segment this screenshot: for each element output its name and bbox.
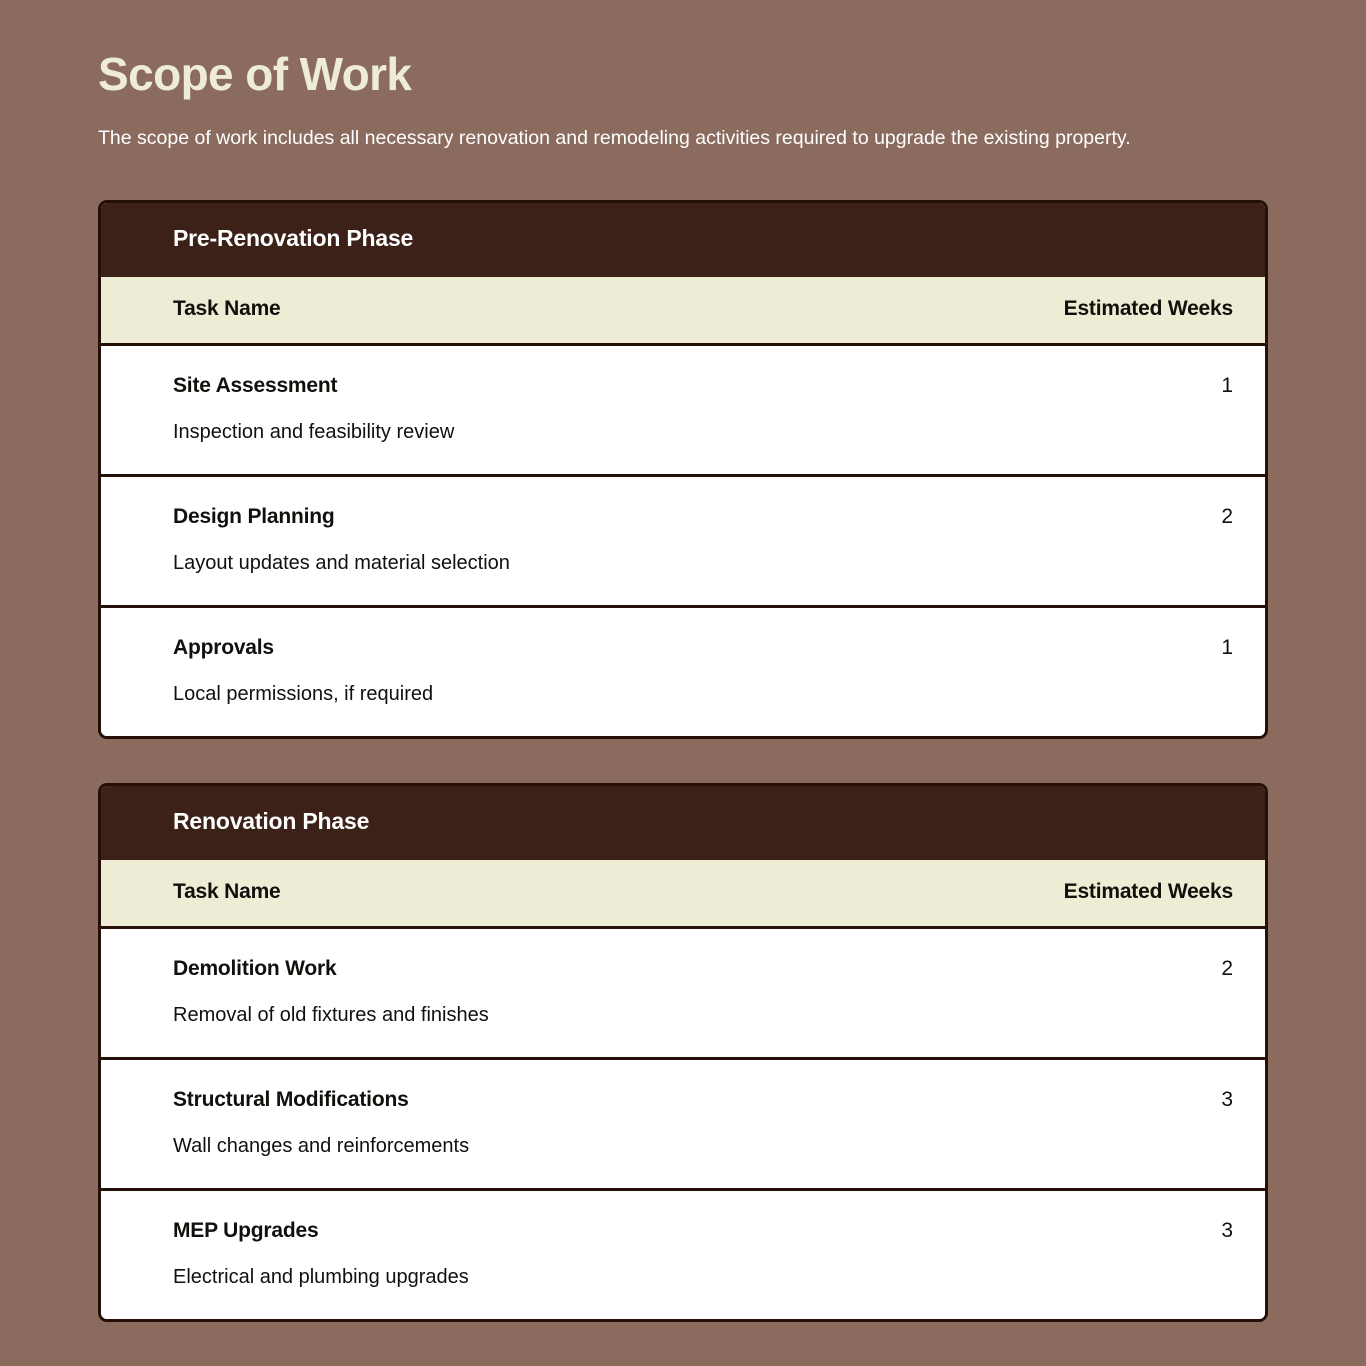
task-description: Layout updates and material selection bbox=[173, 552, 510, 575]
phase-card-header bbox=[101, 786, 1265, 860]
table-row bbox=[101, 607, 1265, 737]
table-row bbox=[101, 475, 1265, 606]
task-description: Removal of old fixtures and finishes bbox=[173, 1004, 489, 1026]
task-description: Local permissions, if required bbox=[173, 683, 434, 706]
task-cell bbox=[101, 1190, 933, 1320]
column-header-task-name: Task Name bbox=[101, 277, 933, 345]
table-row bbox=[101, 1059, 1265, 1190]
task-description: Electrical and plumbing upgrades bbox=[173, 1266, 469, 1289]
task-name: Site Assessment bbox=[173, 373, 338, 397]
table-row bbox=[101, 344, 1265, 475]
column-header-task-name: Task Name bbox=[101, 860, 933, 928]
task-cell bbox=[101, 607, 933, 737]
task-name: Approvals bbox=[173, 636, 274, 660]
estimated-weeks-value: 2 bbox=[1221, 504, 1233, 528]
phase-task-table bbox=[101, 860, 1265, 1320]
page-title: Scope of Work bbox=[98, 48, 412, 100]
phase-card-pre-renovation bbox=[98, 200, 1268, 739]
phase-title: Renovation Phase bbox=[173, 808, 370, 835]
task-name: MEP Upgrades bbox=[173, 1219, 319, 1243]
phase-card-header bbox=[101, 203, 1265, 277]
bottom-spacer bbox=[98, 1322, 1268, 1336]
table-header bbox=[101, 860, 1265, 928]
task-name: Structural Modifications bbox=[173, 1088, 409, 1111]
task-name: Demolition Work bbox=[173, 956, 337, 980]
estimated-weeks-value: 3 bbox=[1221, 1219, 1233, 1243]
page-subtitle: The scope of work includes all necessary renovation and remodeling activities required to upgrade the existing property. bbox=[98, 127, 1131, 150]
task-description: Wall changes and reinforcements bbox=[173, 1135, 470, 1158]
phase-task-table bbox=[101, 277, 1265, 737]
weeks-cell bbox=[933, 927, 1265, 1058]
table-row bbox=[101, 1190, 1265, 1320]
table-header-row bbox=[101, 860, 1265, 928]
table-header bbox=[101, 277, 1265, 345]
task-cell bbox=[101, 1059, 933, 1190]
weeks-cell bbox=[933, 475, 1265, 606]
weeks-cell bbox=[933, 344, 1265, 475]
estimated-weeks-value: 1 bbox=[1221, 373, 1233, 397]
estimated-weeks-value: 3 bbox=[1221, 1088, 1233, 1111]
phase-card-renovation bbox=[98, 783, 1268, 1322]
table-body bbox=[101, 344, 1265, 736]
task-description: Inspection and feasibility review bbox=[173, 420, 455, 443]
task-cell bbox=[101, 344, 933, 475]
weeks-cell bbox=[933, 1059, 1265, 1190]
weeks-cell bbox=[933, 1190, 1265, 1320]
task-cell bbox=[101, 475, 933, 606]
task-name: Design Planning bbox=[173, 504, 335, 528]
table-body bbox=[101, 927, 1265, 1319]
column-header-estimated-weeks: Estimated Weeks bbox=[933, 277, 1265, 345]
weeks-cell bbox=[933, 607, 1265, 737]
task-cell bbox=[101, 927, 933, 1058]
table-row bbox=[101, 927, 1265, 1058]
column-header-estimated-weeks: Estimated Weeks bbox=[933, 860, 1265, 928]
estimated-weeks-value: 1 bbox=[1221, 636, 1233, 660]
estimated-weeks-value: 2 bbox=[1221, 956, 1233, 980]
phase-title: Pre-Renovation Phase bbox=[173, 225, 414, 252]
table-header-row bbox=[101, 277, 1265, 345]
